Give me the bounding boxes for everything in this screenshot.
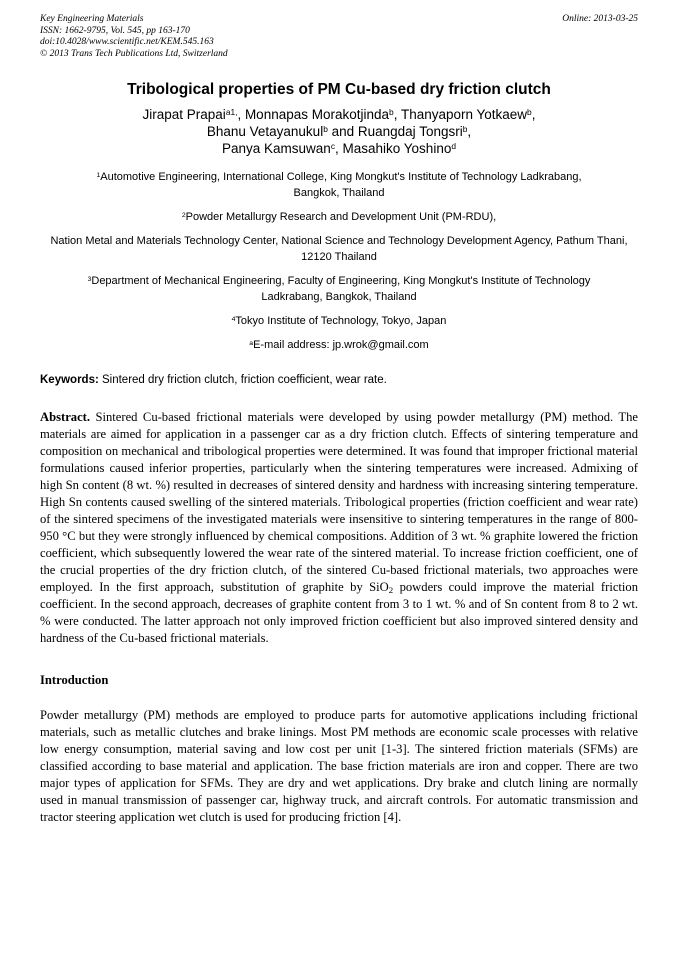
authors-block: [40, 106, 638, 157]
abstract-paragraph: Abstract. Sintered Cu-based frictional materials were developed by using powder metallurgy (PM) method. The materials are aimed for application in a passenger car as a dry friction clutch. Effects of sintering temperature and composition on mechanical and tribological properties were determined. It was found that improper frictional material formulations caused inferior properties, particularly when the sintering temperatures were increased. Admixing of high Sn content (8 wt. %) resulted in decreases of sintered density and hardness with increasing sintering temperature. High Sn contents caused swelling of the sintered materials. Tribological properties (friction coefficient and wear rate) of the sintered specimens of the investigated materials were insensitive to sintering temperatures in the range of 800-950 °C but they were strongly influenced by chemical compositions. Addition of 3 wt. % graphite lowered the friction coefficient, which subsequently lowered the wear rate of the sintered material. To increase friction coefficient, one of the crucial properties of the dry friction clutch, of the sintered Cu-based frictional materials, two approaches were employed. In the first approach, substitution of graphite by SiO$_2$ powders could improve the material friction coefficient. In the second approach, decreases of graphite content from 3 to 1 wt. % and of Sn content from 8 to 2 wt. % were conducted. The latter approach not only improved friction coefficient but also improved sintered density and hardness of the Cu-based frictional materials.: [40, 410, 639, 645]
keywords-line: Keywords: Sintered dry friction clutch, friction coefficient, wear rate.: [40, 374, 387, 386]
affiliation: $^3$Department of Mechanical Engineering, Faculty of Engineering, King Mongkut's Institute of Technology Ladkrabang, Bangkok, Thailand: [87, 275, 591, 303]
doi-line: doi:10.4028/www.scientific.net/KEM.545.163: [40, 37, 214, 47]
author-line: Jirapat Prapai$^{a1,}$, Monnapas Morakotjinda$^b$, Thanyaporn Yotkaew$^b$,: [142, 106, 536, 122]
journal-info-block: [40, 14, 228, 60]
journal-header: [40, 14, 638, 60]
online-date: Online: 2013-03-25: [562, 14, 638, 24]
affiliation: Nation Metal and Materials Technology Center, National Science and Technology Development Agency, Pathum Thani, 12120 Thailand: [50, 235, 628, 263]
email-line: $^a$E-mail address: jp.wrok@gmail.com: [249, 339, 429, 351]
affiliations-block: [40, 169, 638, 353]
introduction-heading: Introduction: [40, 673, 109, 687]
issn-line: ISSN: 1662-9795, Vol. 545, pp 163-170: [40, 25, 190, 36]
author-line: Bhanu Vetayanukul$^b$ and Ruangdaj Tongsri$^b$,: [206, 123, 472, 139]
affiliation: $^4$Tokyo Institute of Technology, Tokyo, Japan: [231, 315, 447, 327]
introduction-paragraph: Powder metallurgy (PM) methods are employed to produce parts for automotive applications including frictional materials, such as metallic clutches and brake linings. Most PM methods are economic scale processes with relative low energy consumption, material saving and low cost per unit [1-3]. The sintered friction materials (SFMs) are classified according to base material and application. The base friction materials are iron and copper. There are two major types of application for SFMs. They are dry and wet applications. Dry brake and clutch lining are normally used in manual transmission of passenger car, highway truck, and aircraft controls. For automatic transmission and tractor steering application wet clutch is used for producing friction [4].: [40, 708, 638, 824]
affiliation: $^1$Automotive Engineering, International College, King Mongkut's Institute of Technology Ladkrabang, Bangkok, Thailand: [96, 171, 582, 199]
journal-title: Key Engineering Materials: [40, 14, 144, 24]
affiliation: $^2$Powder Metallurgy Research and Development Unit (PM-RDU),: [181, 211, 497, 223]
paper-title: Tribological properties of PM Cu-based dry friction clutch: [127, 81, 551, 98]
author-line: Panya Kamsuwan$^c$, Masahiko Yoshino$^d$: [222, 140, 456, 156]
copyright-line: © 2013 Trans Tech Publications Ltd, Switzerland: [40, 48, 228, 59]
